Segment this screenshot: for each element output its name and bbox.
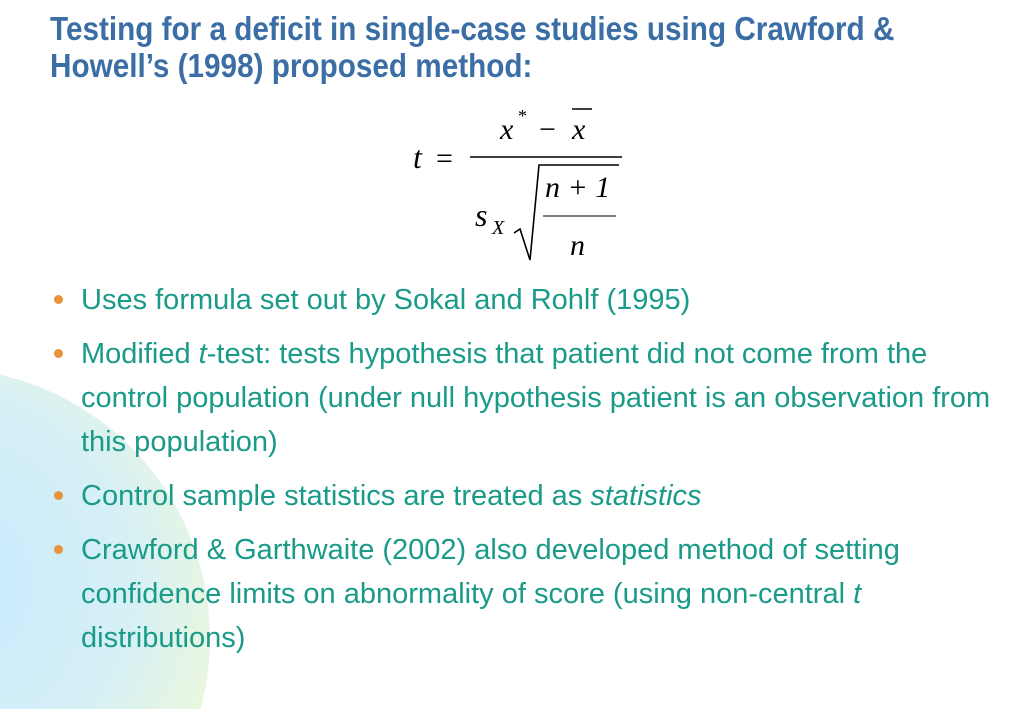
bullet-text-italic: statistics: [590, 480, 702, 512]
t-test-formula: [405, 98, 635, 273]
bullet-dot-icon: [54, 491, 63, 500]
bullet-item-4: [50, 528, 1000, 660]
bullet-text-post: distributions): [81, 622, 246, 654]
formula-star: *: [518, 106, 527, 126]
bullet-dot-icon: [54, 545, 63, 554]
formula-x-bar: x: [572, 113, 586, 146]
bullet-text: Uses formula set out by Sokal and Rohlf (1995): [81, 284, 691, 316]
bullet-text-pre: Modified: [81, 338, 199, 370]
bullet-dot-icon: [54, 349, 63, 358]
slide-title: Testing for a deficit in single-case studies using Crawford & Howell’s (1998) proposed method:: [50, 10, 895, 84]
formula-s: s: [475, 197, 488, 233]
bullet-list: [50, 278, 1000, 670]
formula-n-plus-1: n + 1: [545, 171, 611, 204]
bullet-item-1: [50, 278, 1000, 322]
formula-x-star: x: [500, 113, 514, 146]
formula-equals: =: [436, 142, 453, 175]
formula-n-denominator: n: [570, 229, 585, 262]
bullet-item-2: [50, 332, 1000, 464]
bullet-text-post: -test: tests hypothesis that patient did not come from the control population (under null hypothesis patient is an observation from this population): [81, 338, 991, 458]
bullet-text-italic: t: [853, 578, 862, 610]
bullet-text-pre: Crawford & Garthwaite (2002) also developed method of setting confidence limits on abnormality of score (using non-central: [81, 534, 900, 610]
formula-s-subscript: X: [492, 217, 505, 239]
formula-t: t: [413, 139, 422, 175]
bullet-item-3: [50, 474, 1000, 518]
bullet-text-pre: Control sample statistics are treated as: [81, 480, 591, 512]
bullet-dot-icon: [54, 295, 63, 304]
bullet-text-italic: t: [198, 338, 207, 370]
formula-minus: −: [539, 113, 556, 146]
